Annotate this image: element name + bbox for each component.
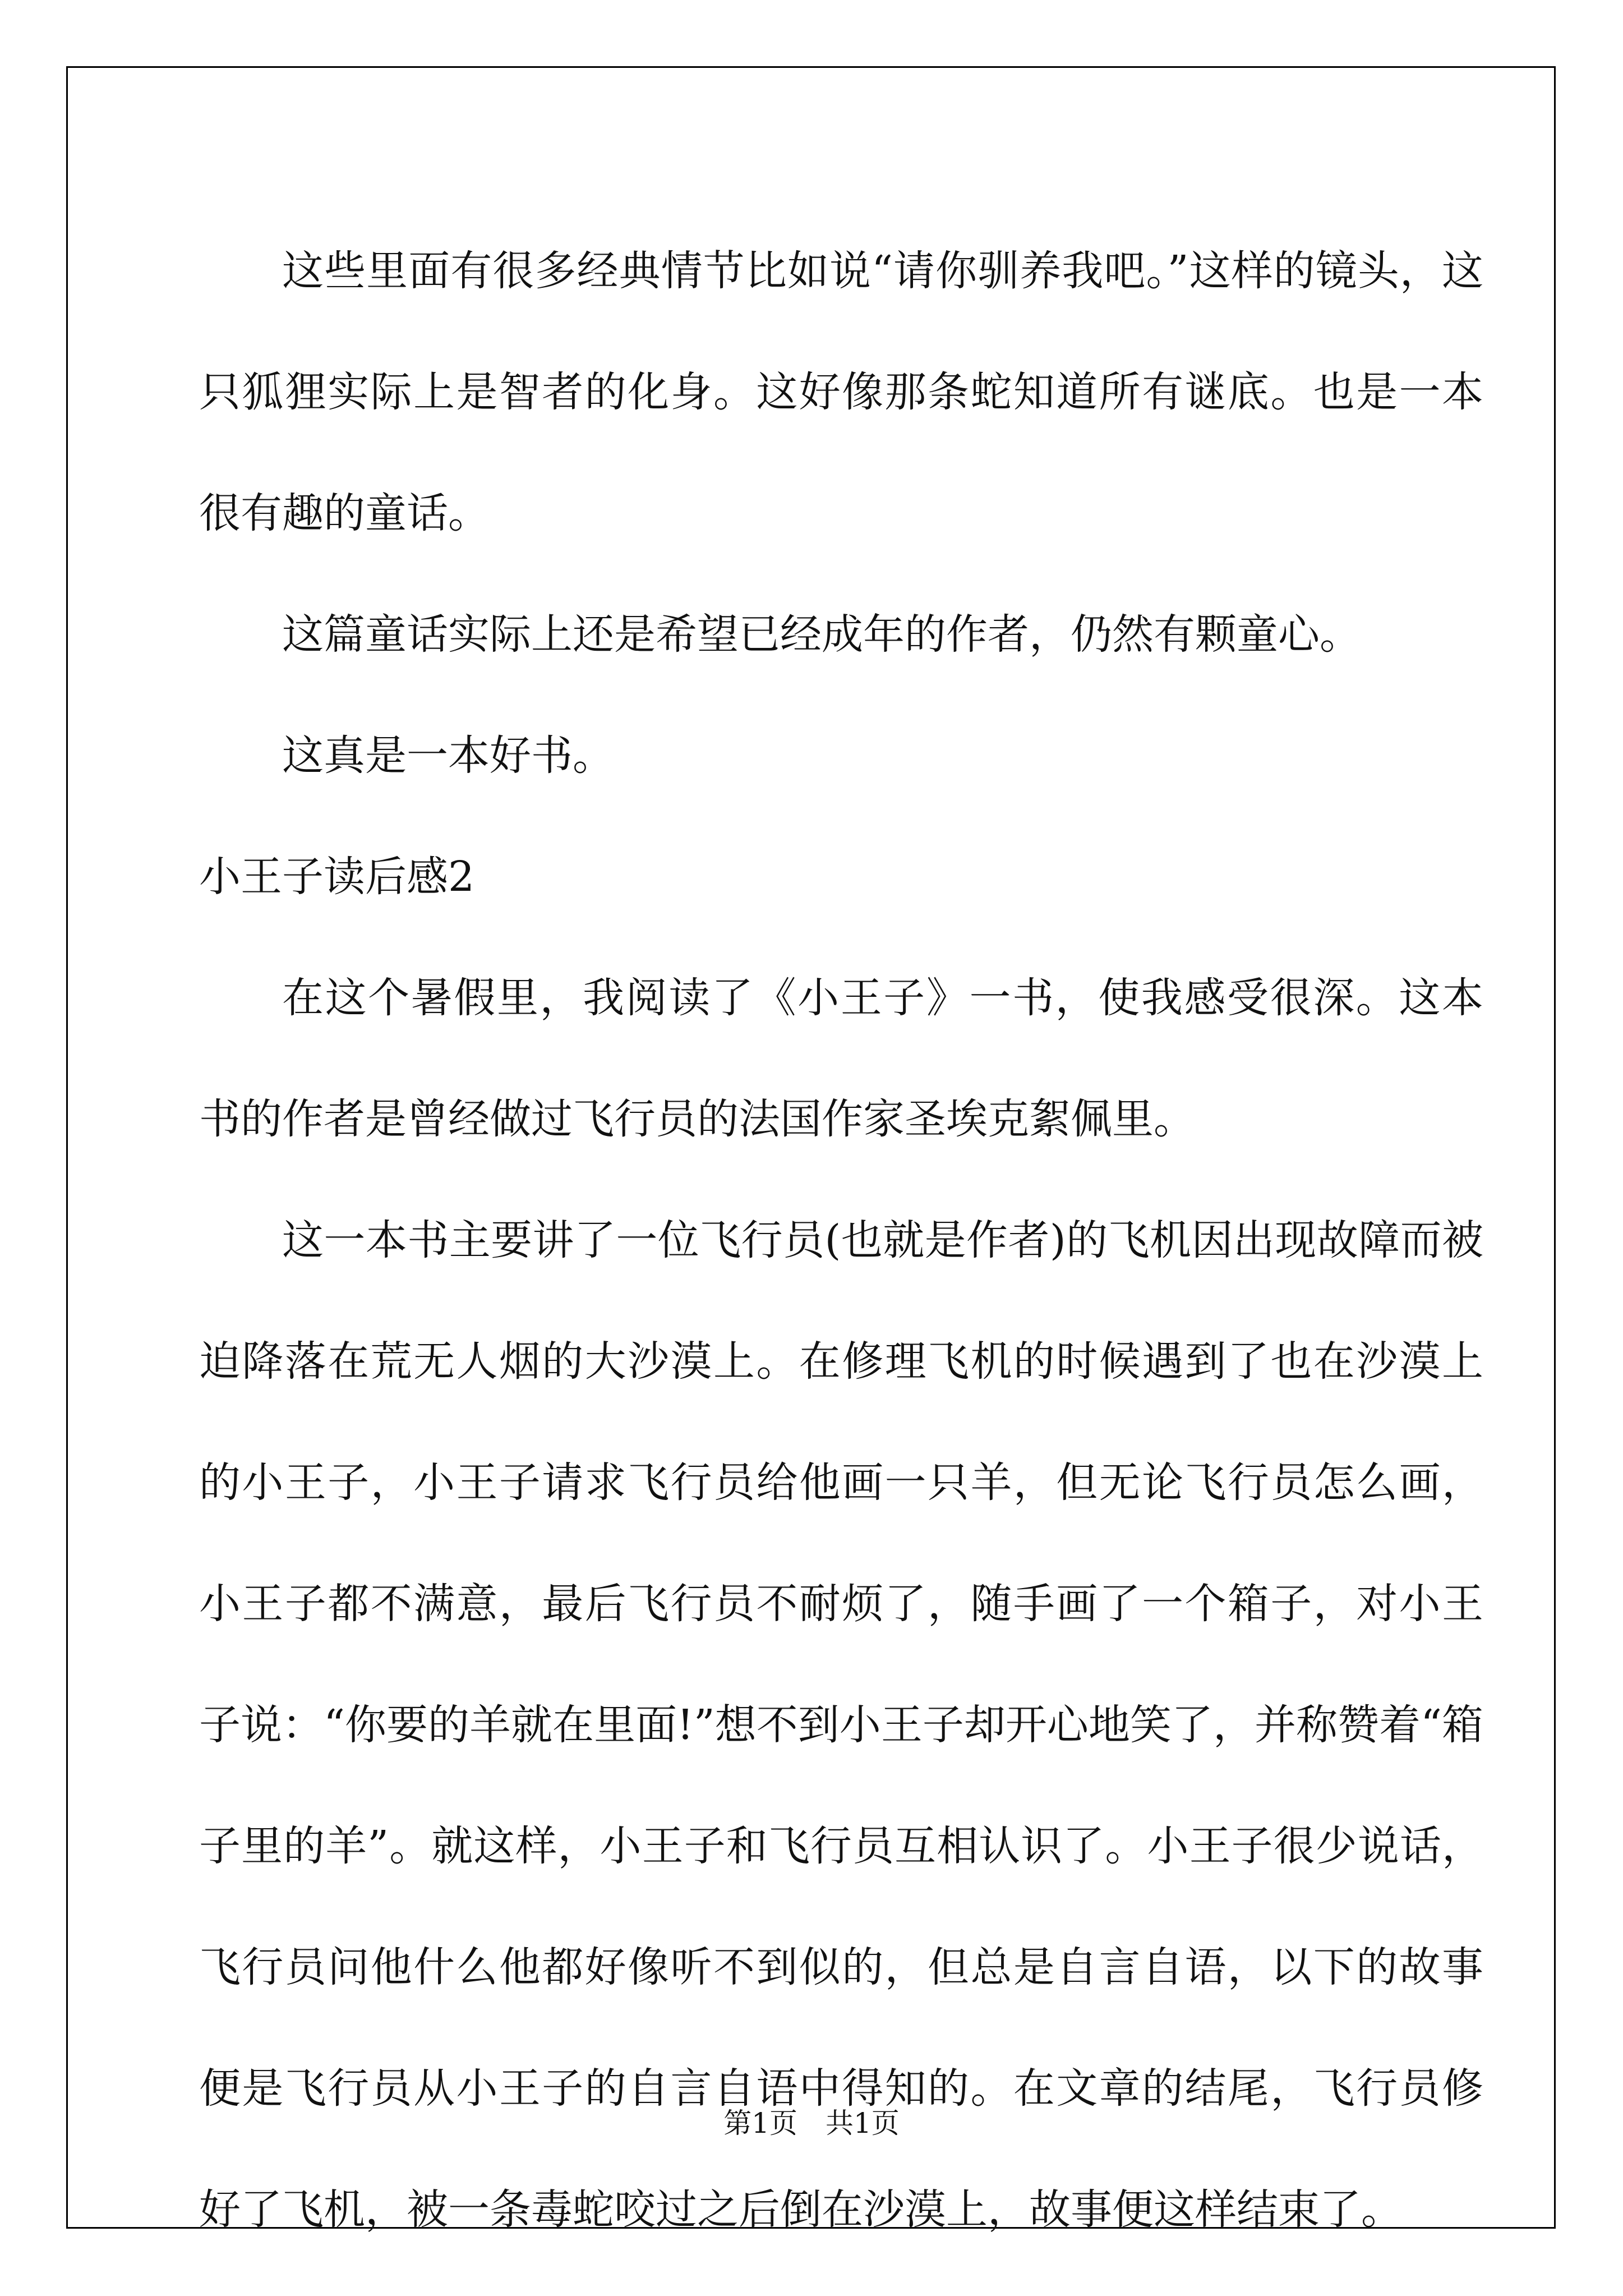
document-body [199, 210, 1483, 2270]
page-footer: 第1页 共1页 [723, 2107, 900, 2139]
paragraph: 这篇童话实际上还是希望已经成年的作者，仍然有颗童心。 [282, 610, 1361, 659]
paragraph: 这真是一本好书。 [282, 731, 614, 780]
section-heading: 小王子读后感2 [199, 853, 475, 901]
paragraph: 在这个暑假里，我阅读了《小王子》一书，使我感受很深。这本书的作者是曾经做过飞行员的法国作家圣埃克絮佩里。 [199, 974, 1483, 1143]
paragraph: 这一本书主要讲了一位飞行员(也就是作者)的飞机因出现故障而被迫降落在荒无人烟的大沙漠上。在修理飞机的时候遇到了也在沙漠上的小王子，小王子请求飞行员给他画一只羊，但无论飞行员怎么画，小王子都不满意，最后飞行员不耐烦了，随手画了一个箱子，对小王子说：“你要的羊就在里面!”想不到小王子却开心地笑了，并称赞着“箱子里的羊”。就这样，小王子和飞行员互相认识了。小王子很少说话，飞行员问他什么他都好像听不到似的，但总是自言自语，以下的故事便是飞行员从小王子的自言自语中得知的。在文章的结尾，飞行员修好了飞机，被一条毒蛇咬过之后倒在沙漠上，故事便这样结束了。 [199, 1216, 1483, 2234]
paragraph: 这些里面有很多经典情节比如说“请你驯养我吧。”这样的镜头，这只狐狸实际上是智者的化身。这好像那条蛇知道所有谜底。也是一本很有趣的童话。 [199, 247, 1483, 537]
